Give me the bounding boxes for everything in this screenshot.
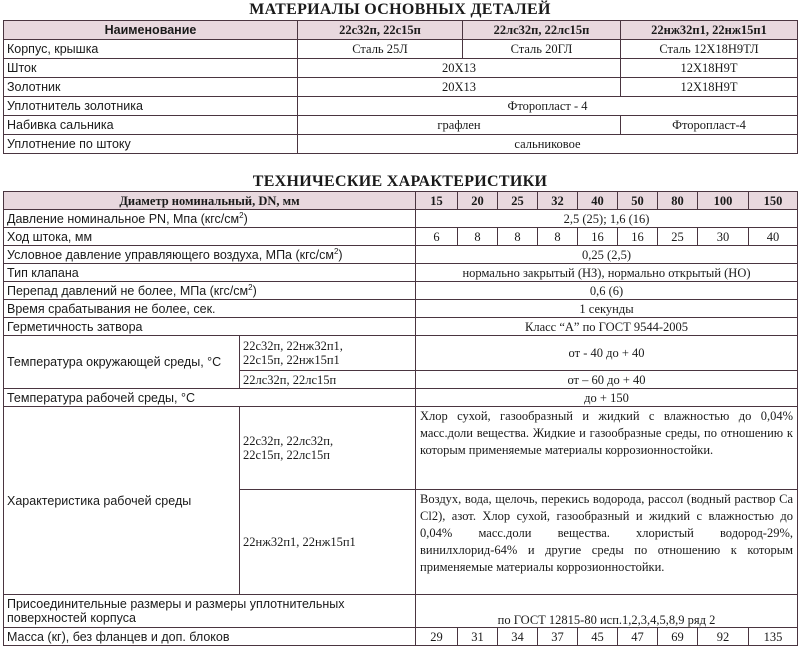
- cell-value: графлен: [298, 116, 621, 135]
- cell-value: по ГОСТ 12815-80 исп.1,2,3,4,5,8,9 ряд 2: [416, 595, 798, 628]
- mass-value: 45: [578, 628, 618, 646]
- cell-value: Сталь 12Х18Н9ТЛ: [621, 40, 798, 59]
- row-label: Присоединительные размеры и размеры уплотнительных поверхностей корпуса: [4, 595, 416, 628]
- dn-value: 150: [749, 192, 798, 210]
- row-label: Давление номинальное PN, Мпа $(кгс/см^2)$: [4, 210, 416, 228]
- model-cell: 22нж32п1, 22нж15п1: [240, 490, 416, 595]
- mass-value: 92: [698, 628, 749, 646]
- row-label: Набивка сальника: [4, 116, 298, 135]
- row-label: Шток: [4, 59, 298, 78]
- cell-value: 20Х13: [298, 59, 621, 78]
- header-model-1: 22с32п, 22с15п: [298, 21, 463, 40]
- row-label: Условное давление управляющего воздуха, МПа $(кгс/см^2)$: [4, 246, 416, 264]
- mass-value: 31: [458, 628, 498, 646]
- mass-value: 135: [749, 628, 798, 646]
- cell-value: Сталь 25Л: [298, 40, 463, 59]
- stroke-value: 25: [658, 228, 698, 246]
- row-label: Тип клапана: [4, 264, 416, 282]
- mass-value: 29: [416, 628, 458, 646]
- table-row: [4, 135, 798, 154]
- cell-value: до + 150: [416, 389, 798, 407]
- dn-value: 80: [658, 192, 698, 210]
- stroke-value: 8: [498, 228, 538, 246]
- row-label: Масса (кг), без фланцев и доп. блоков: [4, 628, 416, 646]
- cell-value: от – 60 до + 40: [416, 371, 798, 389]
- table-row: [4, 407, 798, 490]
- cell-value: сальниковое: [298, 135, 798, 154]
- row-label: Уплотнение по штоку: [4, 135, 298, 154]
- table-row: [4, 97, 798, 116]
- stroke-value: 8: [458, 228, 498, 246]
- row-label: Корпус, крышка: [4, 40, 298, 59]
- stroke-value: 8: [538, 228, 578, 246]
- mass-value: 47: [618, 628, 658, 646]
- stroke-value: 40: [749, 228, 798, 246]
- table-row: [4, 318, 798, 336]
- cell-value: 20Х13: [298, 78, 621, 97]
- mass-value: 37: [538, 628, 578, 646]
- header-name: Наименование: [4, 21, 298, 40]
- row-label: Ход штока, мм: [4, 228, 416, 246]
- dn-value: 50: [618, 192, 658, 210]
- cell-value: 2,5 (25); 1,6 (16): [416, 210, 798, 228]
- table-row: [4, 78, 798, 97]
- cell-value: 12Х18Н9Т: [621, 59, 798, 78]
- table-row: [4, 282, 798, 300]
- table-row: [4, 228, 798, 246]
- cell-value: Фторопласт - 4: [298, 97, 798, 116]
- materials-header-row: [4, 21, 798, 40]
- header-model-2: 22лс32п, 22лс15п: [463, 21, 621, 40]
- cell-value: 12Х18Н9Т: [621, 78, 798, 97]
- specs-title: ТЕХНИЧЕСКИЕ ХАРАКТЕРИСТИКИ: [252, 173, 548, 190]
- cell-value: Фторопласт-4: [621, 116, 798, 135]
- table-row: [4, 246, 798, 264]
- table-row: [4, 116, 798, 135]
- cell-value: от - 40 до + 40: [416, 336, 798, 371]
- cell-value: 0,25 (2,5): [416, 246, 798, 264]
- row-label: Температура окружающей среды, °С: [4, 336, 240, 389]
- dn-value: 40: [578, 192, 618, 210]
- dn-value: 100: [698, 192, 749, 210]
- table-row: [4, 40, 798, 59]
- row-label: Уплотнитель золотника: [4, 97, 298, 116]
- mass-value: 69: [658, 628, 698, 646]
- model-cell: 22с32п, 22лс32п, 22с15п, 22лс15п: [240, 407, 416, 490]
- cell-value: Сталь 20ГЛ: [463, 40, 621, 59]
- stroke-value: 16: [578, 228, 618, 246]
- row-label: Время срабатывания не более, сек.: [4, 300, 416, 318]
- row-label: Золотник: [4, 78, 298, 97]
- table-row: [4, 59, 798, 78]
- table-row: [4, 336, 798, 371]
- row-label: Температура рабочей среды, °С: [4, 389, 416, 407]
- dn-value: 15: [416, 192, 458, 210]
- mass-value: 34: [498, 628, 538, 646]
- stroke-value: 16: [618, 228, 658, 246]
- model-cell: 22лс32п, 22лс15п: [240, 371, 416, 389]
- table-row: [4, 210, 798, 228]
- dn-value: 32: [538, 192, 578, 210]
- cell-value: 1 секунды: [416, 300, 798, 318]
- stroke-value: 6: [416, 228, 458, 246]
- table-row: [4, 300, 798, 318]
- specs-table: [3, 191, 798, 646]
- materials-title: МАТЕРИАЛЫ ОСНОВНЫХ ДЕТАЛЕЙ: [249, 1, 551, 18]
- row-label: Перепад давлений не более, МПа $(кгс/см^2)$: [4, 282, 416, 300]
- cell-value: Класс “А” по ГОСТ 9544-2005: [416, 318, 798, 336]
- stroke-value: 30: [698, 228, 749, 246]
- materials-table: [3, 20, 798, 154]
- model-cell: 22с32п, 22нж32п1, 22с15п, 22нж15п1: [240, 336, 416, 371]
- medium-description: Хлор сухой, газообразный и жидкий с влажностью до 0,04% масс.доли вещества. Жидкие и газообразные среды, по отношению к которым применяемые материалы коррозионностойки.: [416, 407, 798, 490]
- dn-value: 25: [498, 192, 538, 210]
- medium-description: Воздух, вода, щелочь, перекись водорода, рассол (водный раствор Ca Cl2), азот. Хлор сухой, газообразный и жидкий с влажностью до 0,04% масс.доли вещества. хлористый водород-29%, винилхлорид-64% и другие среды по отношению к которым применяемые материалы коррозионностойки.: [416, 490, 798, 595]
- row-label: Характеристика рабочей среды: [4, 407, 240, 595]
- dn-value: 20: [458, 192, 498, 210]
- row-label: Герметичность затвора: [4, 318, 416, 336]
- dn-header-label: Диаметр номинальный, DN, мм: [4, 192, 416, 210]
- table-row: [4, 628, 798, 646]
- table-row: [4, 595, 798, 628]
- cell-value: 0,6 (6): [416, 282, 798, 300]
- table-row: [4, 389, 798, 407]
- cell-value: нормально закрытый (НЗ), нормально открытый (НО): [416, 264, 798, 282]
- table-row: [4, 264, 798, 282]
- header-model-3: 22нж32п1, 22нж15п1: [621, 21, 798, 40]
- dn-header-row: [4, 192, 798, 210]
